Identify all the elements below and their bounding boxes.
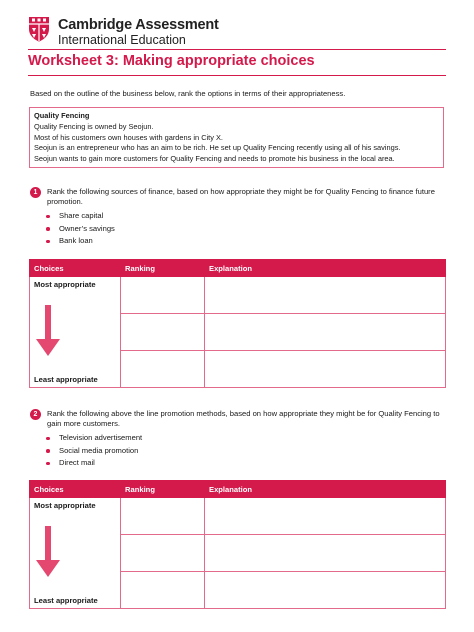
brand-header — [28, 16, 288, 46]
business-line: Seojun is an entrepreneur who has an aim to be rich. He set up Quality Fencing recently using all of his savings. — [34, 143, 401, 153]
header-divider — [28, 49, 446, 50]
choices-cell — [30, 277, 121, 388]
question-number-badge: 1 — [30, 187, 41, 198]
business-line: Seojun wants to gain more customers for Quality Fencing and needs to promote his business in the local area. — [34, 154, 395, 164]
least-appropriate-label: Least appropriate — [34, 375, 98, 384]
column-header-choices: Choices — [30, 481, 121, 498]
column-header-choices: Choices — [30, 260, 121, 277]
most-appropriate-label: Most appropriate — [34, 501, 96, 510]
question-text: Rank the following sources of finance, based on how appropriate they might be for Quality Fencing to finance future promotion. — [47, 187, 435, 206]
most-appropriate-label: Most appropriate — [34, 280, 96, 289]
option-item: Social media promotion — [45, 445, 142, 458]
title-divider — [28, 75, 446, 76]
table-header-row — [30, 260, 446, 277]
business-outline-box — [29, 107, 444, 168]
explanation-cell[interactable] — [205, 535, 446, 572]
option-list — [45, 432, 142, 470]
table-header-row — [30, 481, 446, 498]
choices-cell — [30, 498, 121, 609]
org-name-line1: Cambridge Assessment — [58, 17, 219, 33]
column-header-ranking: Ranking — [121, 481, 205, 498]
option-item: Television advertisement — [45, 432, 142, 445]
column-header-explanation: Explanation — [205, 260, 446, 277]
arrow-down-icon — [35, 526, 61, 578]
question-number-badge: 2 — [30, 409, 41, 420]
intro-text: Based on the outline of the business below, rank the options in terms of their appropriateness. — [30, 89, 346, 98]
ranking-cell[interactable] — [121, 535, 205, 572]
option-item: Direct mail — [45, 457, 142, 470]
table-row — [30, 498, 446, 535]
business-line: Most of his customers own houses with gardens in City X. — [34, 132, 223, 142]
explanation-cell[interactable] — [205, 277, 446, 314]
explanation-cell[interactable] — [205, 314, 446, 351]
ranking-cell[interactable] — [121, 572, 205, 609]
ranking-table-2 — [29, 480, 446, 609]
question-text: Rank the following above the line promotion methods, based on how appropriate they might be for Quality Fencing to gain more customers. — [47, 409, 440, 428]
cambridge-crest-icon — [28, 16, 50, 42]
table-row — [30, 277, 446, 314]
ranking-cell[interactable] — [121, 277, 205, 314]
explanation-cell[interactable] — [205, 498, 446, 535]
column-header-explanation: Explanation — [205, 481, 446, 498]
explanation-cell[interactable] — [205, 572, 446, 609]
option-list — [45, 210, 115, 248]
explanation-cell[interactable] — [205, 351, 446, 388]
business-name: Quality Fencing — [34, 111, 90, 120]
arrow-down-icon — [35, 305, 61, 357]
worksheet-title: Worksheet 3: Making appropriate choices — [28, 53, 315, 69]
ranking-cell[interactable] — [121, 351, 205, 388]
column-header-ranking: Ranking — [121, 260, 205, 277]
business-line: Quality Fencing is owned by Seojun. — [34, 121, 154, 131]
option-item: Bank loan — [45, 235, 115, 248]
option-item: Owner’s savings — [45, 223, 115, 236]
ranking-cell[interactable] — [121, 314, 205, 351]
ranking-table-1 — [29, 259, 446, 388]
org-name-line2: International Education — [58, 33, 186, 47]
option-item: Share capital — [45, 210, 115, 223]
least-appropriate-label: Least appropriate — [34, 596, 98, 605]
ranking-cell[interactable] — [121, 498, 205, 535]
